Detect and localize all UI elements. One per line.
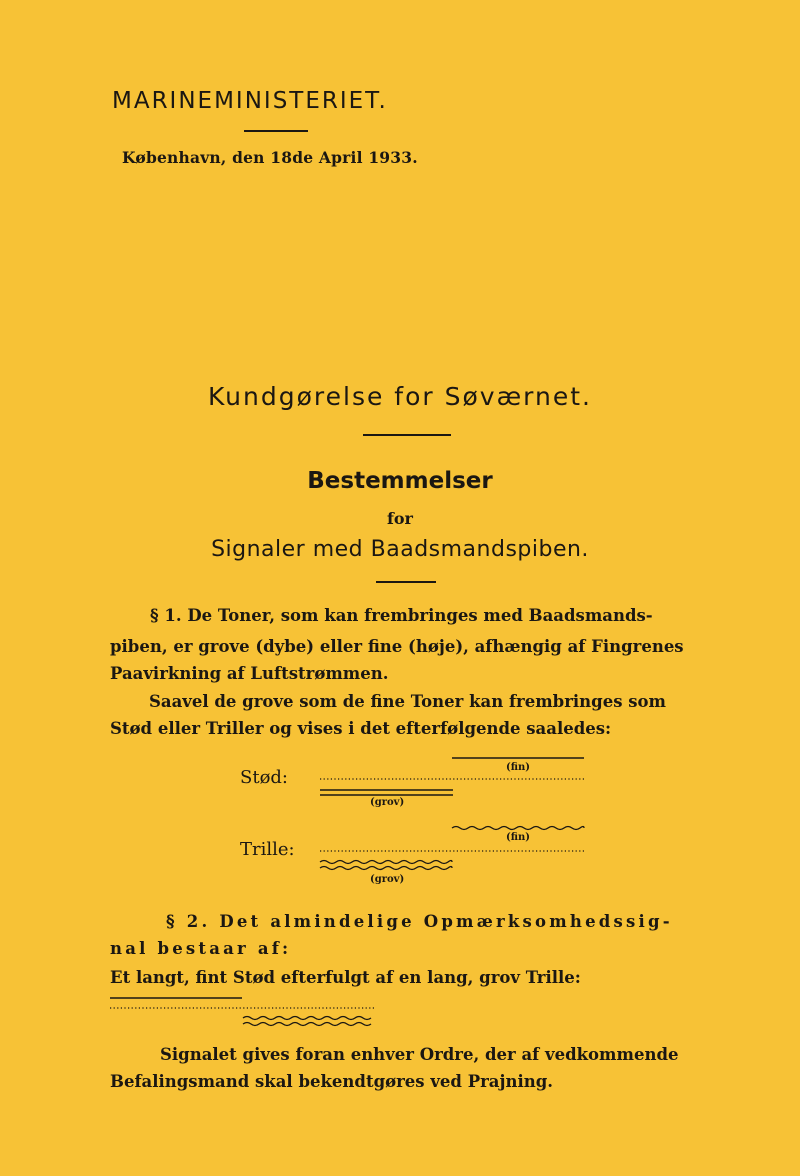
- section1-line5: Stød eller Triller og vises i det efterfølgende saaledes:: [110, 719, 612, 738]
- section1-line1: § 1. De Toner, som kan frembringes med Baadsmands-: [150, 606, 653, 625]
- dateline: København, den 18de April 1933.: [122, 148, 418, 167]
- attention-grov-wave-2: [243, 1023, 371, 1026]
- closing-line1: Signalet gives foran enhver Ordre, der af vedkommende: [160, 1045, 679, 1064]
- section1-line4: Saavel de grove som de fine Toner kan frembringes som: [149, 692, 667, 711]
- subject-title: Signaler med Baadsmandspiben.: [211, 537, 589, 562]
- heading-title: Bestemmelser: [307, 468, 493, 494]
- connector-word: for: [387, 509, 413, 528]
- attention-grov-wave-1: [243, 1017, 371, 1020]
- section2-line2: nal bestaar af:: [110, 939, 292, 958]
- ministry-title: MARINEMINISTERIET.: [112, 88, 388, 114]
- stod-fin-label: (fin): [506, 762, 531, 773]
- section2-line1: § 2. Det almindelige Opmærksomhedssig-: [166, 912, 673, 931]
- subject-rule: [376, 581, 436, 583]
- trille-grov-wave-1: [320, 861, 452, 864]
- ministry-rule: [244, 130, 308, 132]
- stod-label: Stød:: [240, 767, 288, 788]
- section2-line3: Et langt, fint Stød efterfulgt af en lang, grov Trille:: [110, 968, 581, 987]
- trille-fin-label: (fin): [506, 832, 531, 843]
- stod-grov-label: (grov): [370, 797, 405, 808]
- trille-label: Trille:: [240, 839, 295, 860]
- trille-grov-label: (grov): [370, 874, 405, 885]
- trille-fin-wave: [452, 827, 584, 830]
- announcement-title: Kundgørelse for Søværnet.: [208, 382, 592, 411]
- section1-line3: Paavirkning af Luftstrømmen.: [110, 664, 389, 683]
- section1-line2: piben, er grove (dybe) eller fine (høje), afhængig af Fingrenes: [110, 637, 684, 656]
- closing-line2: Befalingsmand skal bekendtgøres ved Prajning.: [110, 1072, 554, 1091]
- title-rule: [363, 434, 451, 436]
- trille-grov-wave-2: [320, 867, 452, 870]
